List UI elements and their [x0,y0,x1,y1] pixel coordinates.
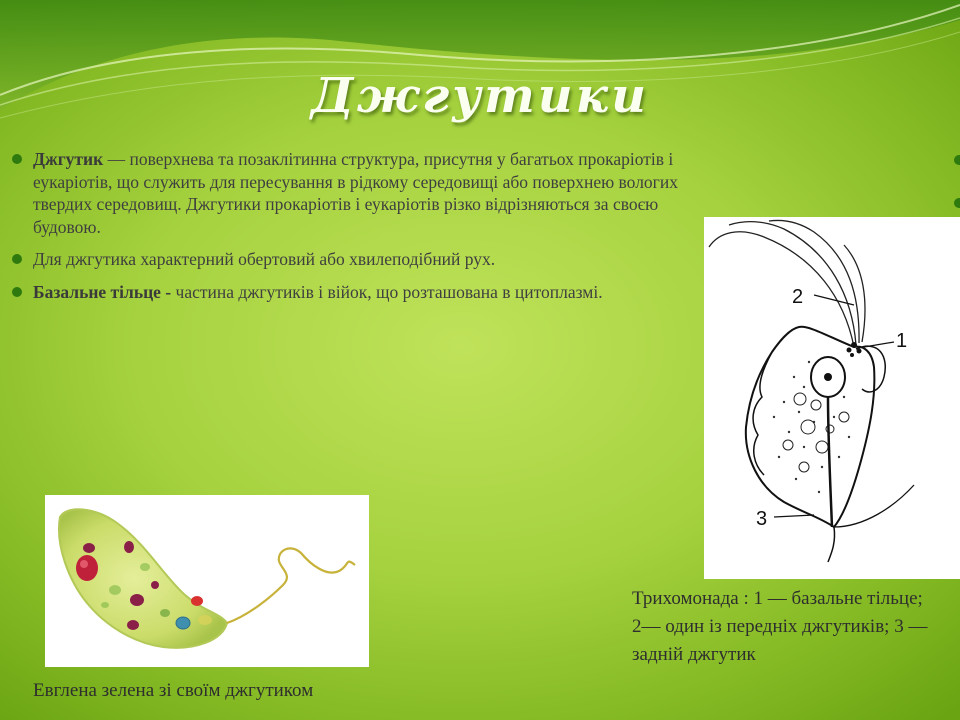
label-2: 2 [792,286,804,308]
bullet-dot-icon [12,154,22,164]
trichomonas-drawing [704,217,960,579]
slide-title: Джгутики [310,68,650,124]
bullet-item [12,281,712,304]
bullet-text: — поверхнева та позаклітинна структура, присутня у багатьох прокаріотів і еукаріотів, що служить для пересування в рідкому середовищі або поверхнею вологих твердих середовищ. Джгутики прокаріотів і еукаріотів різко відрізняються за своєю будовою. [33,149,678,237]
euglena-caption: Евглена зелена зі своїм джгутиком [33,680,314,701]
bullet-item [12,248,712,271]
bullet-text: частина джгутиків і війок, що розташована в цитоплазмі. [171,281,603,302]
bullet-list [12,148,712,313]
bullet-dot-icon [12,254,22,264]
euglena-drawing [45,495,369,667]
edge-bullet-marker [954,198,960,208]
bullet-term: Базальне тільце - [33,281,172,302]
bullet-dot-icon [12,287,22,297]
label-1: 1 [896,330,908,352]
bullet-text: Для джгутика характерний обертовий або хвилеподібний рух. [33,249,496,269]
trichomonas-image [704,217,960,579]
bullet-term: Джгутик [33,149,104,169]
euglena-image [45,495,369,667]
trichomonas-caption: Трихомонада : 1 — базальне тільце; 2— один із передніх джгутиків; 3 — задній джгутик [632,588,928,665]
bullet-item [12,148,712,238]
label-3: 3 [756,508,768,530]
edge-bullet-marker [954,155,960,165]
